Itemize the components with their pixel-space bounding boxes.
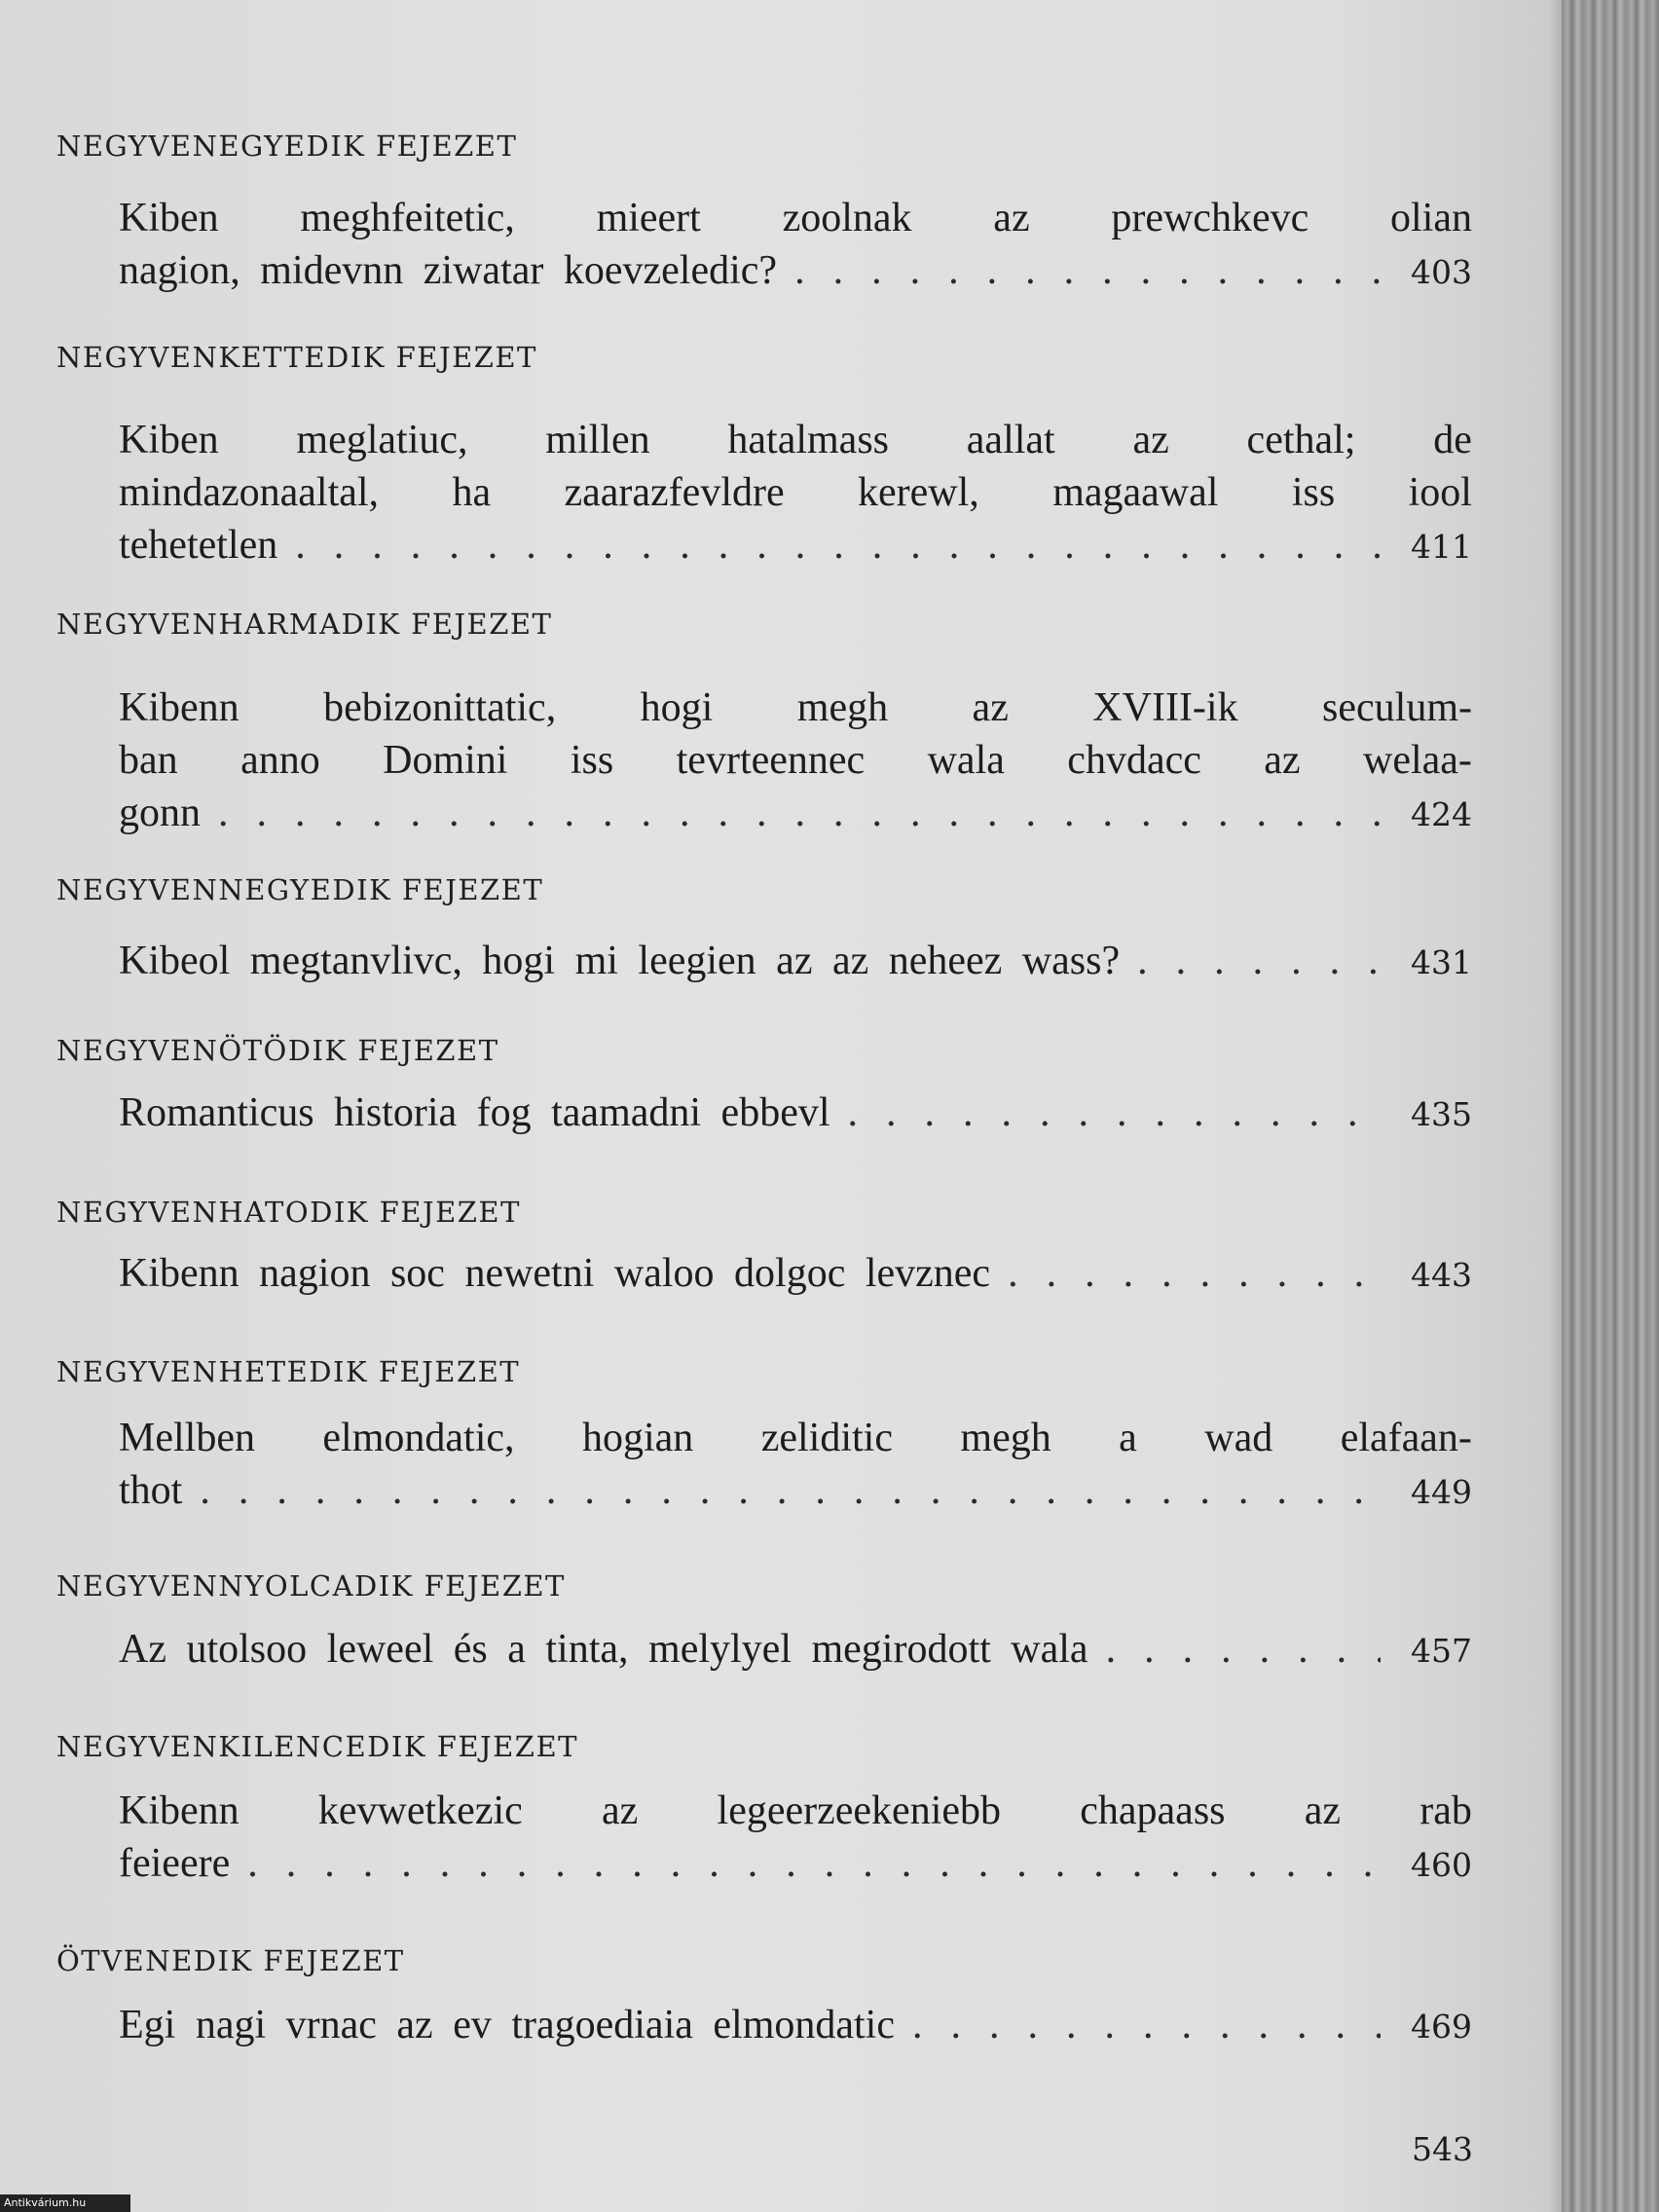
- entry-title-line: [119, 1412, 1472, 1464]
- entry-title-line: [119, 1087, 1472, 1139]
- page-number: 543: [1412, 2130, 1473, 2168]
- entry-title-line: [119, 935, 1472, 987]
- chapter-heading: NEGYVENKILENCEDIK FEJEZET: [56, 1730, 578, 1763]
- entry-title-line: [119, 1837, 1472, 1890]
- toc-entry[interactable]: [119, 682, 1472, 839]
- dot-leader: [912, 1999, 1381, 2051]
- dot-leader: [1008, 1247, 1381, 1300]
- entry-page-number: 469: [1411, 2008, 1472, 2046]
- dot-leader: [848, 1087, 1382, 1139]
- page-edges: [1562, 0, 1659, 2212]
- dot-leader: [295, 519, 1381, 571]
- toc-entry[interactable]: [119, 1247, 1472, 1300]
- entry-title-text: mindazonaaltal, ha zaarazfevldre kerewl, magaawal iss iool: [119, 470, 1472, 515]
- chapter-heading: NEGYVENHATODIK FEJEZET: [56, 1196, 521, 1229]
- toc-entry[interactable]: [119, 192, 1472, 297]
- entry-page-number: 411: [1411, 528, 1472, 566]
- toc-entry[interactable]: [119, 1087, 1472, 1139]
- entry-page-number: 443: [1411, 1256, 1472, 1294]
- dot-leader: [218, 787, 1381, 839]
- toc-entry[interactable]: [119, 414, 1472, 571]
- entry-page-number: 424: [1411, 795, 1472, 833]
- entry-title-line: [119, 1464, 1472, 1517]
- entry-title-line: [119, 519, 1472, 571]
- entry-page-number: 449: [1411, 1473, 1472, 1511]
- chapter-heading: NEGYVENKETTEDIK FEJEZET: [56, 341, 537, 374]
- chapter-heading: NEGYVENHARMADIK FEJEZET: [56, 608, 553, 641]
- entry-title-text: gonn: [119, 791, 201, 835]
- dot-leader: [247, 1837, 1381, 1890]
- entry-title-text: Kiben meghfeitetic, mieert zoolnak az prewchkevc olian: [119, 196, 1472, 240]
- chapter-heading: NEGYVENNYOLCADIK FEJEZET: [56, 1569, 566, 1603]
- chapter-heading: NEGYVENEGYEDIK FEJEZET: [56, 129, 518, 163]
- toc-entry[interactable]: [119, 1412, 1472, 1517]
- entry-page-number: 460: [1411, 1846, 1472, 1884]
- entry-title-line: [119, 1623, 1472, 1676]
- entry-page-number: 457: [1411, 1632, 1472, 1670]
- chapter-heading: NEGYVENNEGYEDIK FEJEZET: [56, 873, 544, 906]
- entry-title-line: [119, 734, 1472, 787]
- entry-title-line: [119, 682, 1472, 734]
- toc-entry[interactable]: [119, 1999, 1472, 2051]
- toc-entry[interactable]: [119, 1623, 1472, 1676]
- entry-title-text: Kibenn kevwetkezic az legeerzeekeniebb chapaass az rab: [119, 1788, 1472, 1833]
- toc-entry[interactable]: [119, 935, 1472, 987]
- entry-title-line: [119, 414, 1472, 466]
- chapter-heading: ÖTVENEDIK FEJEZET: [56, 1944, 405, 1977]
- entry-page-number: 435: [1411, 1095, 1472, 1133]
- dot-leader: [794, 244, 1381, 297]
- entry-title-line: [119, 1999, 1472, 2051]
- entry-title-text: ban anno Domini iss tevrteennec wala chvdacc az welaa-: [119, 738, 1472, 783]
- entry-title-text: Az utolsoo leweel és a tinta, melylyel megirodott wala: [119, 1627, 1088, 1672]
- entry-title-line: [119, 192, 1472, 244]
- dot-leader: [1106, 1623, 1381, 1676]
- entry-title-line: [119, 1785, 1472, 1837]
- chapter-heading: NEGYVENHETEDIK FEJEZET: [56, 1355, 521, 1388]
- toc-entry[interactable]: [119, 1785, 1472, 1890]
- entry-title-text: Kiben meglatiuc, millen hatalmass aallat az cethal; de: [119, 418, 1472, 462]
- entry-title-line: [119, 466, 1472, 519]
- dot-leader: [1137, 935, 1381, 987]
- chapter-heading: NEGYVENÖTÖDIK FEJEZET: [56, 1034, 499, 1067]
- entry-title-text: Kibenn bebizonittatic, hogi megh az XVIII-ik seculum-: [119, 685, 1472, 730]
- entry-title-line: [119, 244, 1472, 297]
- entry-title-text: thot: [119, 1468, 183, 1513]
- entry-page-number: 403: [1411, 253, 1472, 291]
- entry-title-text: Egi nagi vrnac az ev tragoediaia elmondatic: [119, 2003, 895, 2047]
- entry-title-text: Kibeol megtanvlivc, hogi mi leegien az az neheez wass?: [119, 939, 1121, 983]
- entry-title-line: [119, 1247, 1472, 1300]
- entry-title-text: feieere: [119, 1841, 231, 1886]
- entry-title-text: nagion, midevnn ziwatar koevzeledic?: [119, 248, 778, 293]
- entry-page-number: 431: [1411, 943, 1472, 981]
- watermark: Antikvárium.hu: [0, 2194, 130, 2212]
- entry-title-line: [119, 787, 1472, 839]
- entry-title-text: Kibenn nagion soc newetni waloo dolgoc levznec: [119, 1251, 991, 1296]
- entry-title-text: tehetetlen: [119, 523, 278, 568]
- entry-title-text: Romanticus historia fog taamadni ebbevl: [119, 1090, 830, 1135]
- dot-leader: [200, 1464, 1381, 1517]
- entry-title-text: Mellben elmondatic, hogian zeliditic megh a wad elafaan-: [119, 1416, 1472, 1460]
